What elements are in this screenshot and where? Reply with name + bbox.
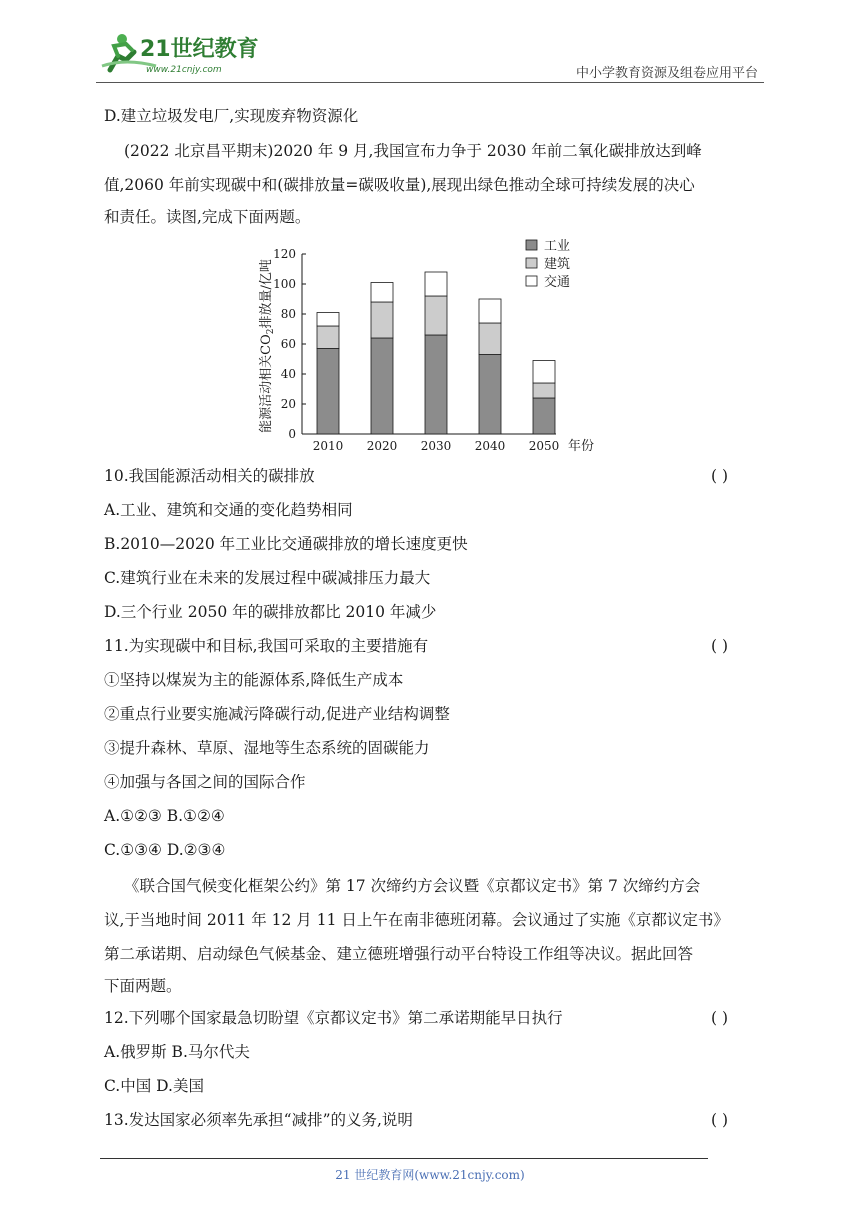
- legend-label: 交通: [544, 275, 571, 290]
- intro-paragraph-1-line-1: (2022 北京昌平期末)2020 年 9 月,我国宣布力争于 2030 年前二氧化碳排放达到峰: [124, 142, 702, 160]
- bar-2020-2: [371, 283, 393, 303]
- legend-label: 工业: [544, 239, 571, 254]
- x-tick-label: 2010: [312, 439, 344, 453]
- chart-xlabel: 年份: [568, 439, 595, 454]
- intro-paragraph-2-line-3: 第二承诺期、启动绿色气候基金、建立德班增强行动平台特设工作组等决议。据此回答: [104, 945, 694, 963]
- intro-paragraph-2-line-1: 《联合国气候变化框架公约》第 17 次缔约方会议暨《京都议定书》第 7 次缔约方会: [124, 877, 701, 895]
- footer-divider: [100, 1158, 708, 1159]
- chart-svg: [256, 234, 616, 456]
- co2-emission-chart: [256, 234, 616, 456]
- option-d-prev: D.建立垃圾发电厂,实现废弃物资源化: [104, 107, 359, 125]
- bar-2010-1: [317, 326, 339, 349]
- bar-2050-1: [533, 383, 555, 398]
- q11-statement-2: ②重点行业要实施减污降碳行动,促进产业结构调整: [104, 705, 450, 723]
- question-10: 10.我国能源活动相关的碳排放: [104, 467, 315, 485]
- q12-options-cd: C.中国 D.美国: [104, 1077, 204, 1095]
- header-divider: [96, 82, 764, 83]
- logo-text: 21世纪教育: [140, 37, 259, 62]
- q11-statement-4: ④加强与各国之间的国际合作: [104, 773, 306, 791]
- y-tick-label: 60: [280, 337, 296, 351]
- bar-2030-2: [425, 272, 447, 296]
- x-tick-label: 2020: [366, 439, 398, 453]
- q11-options-ab: A.①②③ B.①②④: [104, 807, 225, 825]
- y-tick-label: 20: [280, 397, 296, 411]
- bar-2010-2: [317, 313, 339, 327]
- q11-options-cd: C.①③④ D.②③④: [104, 841, 226, 859]
- legend-swatch: [526, 276, 537, 286]
- answer-blank-10[interactable]: ( ): [711, 467, 729, 485]
- bar-2020-1: [371, 302, 393, 338]
- legend-label: 建筑: [544, 257, 571, 272]
- answer-blank-12[interactable]: ( ): [711, 1009, 729, 1027]
- q10-option-a: A.工业、建筑和交通的变化趋势相同: [104, 501, 353, 519]
- bar-2040-0: [479, 355, 501, 435]
- question-13: 13.发达国家必须率先承担“减排”的义务,说明: [104, 1111, 413, 1129]
- x-tick-label: 2030: [420, 439, 452, 453]
- q12-options-ab: A.俄罗斯 B.马尔代夫: [104, 1043, 250, 1061]
- legend-swatch: [526, 258, 537, 268]
- y-tick-label: 80: [280, 307, 296, 321]
- site-logo[interactable]: [96, 30, 266, 78]
- q10-option-b: B.2010—2020 年工业比交通碳排放的增长速度更快: [104, 535, 468, 553]
- intro-paragraph-1-line-3: 和责任。读图,完成下面两题。: [104, 208, 311, 226]
- bar-2050-0: [533, 398, 555, 434]
- y-tick-label: 0: [288, 427, 296, 441]
- q11-statement-1: ①坚持以煤炭为主的能源体系,降低生产成本: [104, 671, 404, 689]
- q11-statement-3: ③提升森林、草原、湿地等生态系统的固碳能力: [104, 739, 430, 757]
- footer-text[interactable]: 21 世纪教育网(www.21cnjy.com): [335, 1168, 525, 1182]
- bar-2030-0: [425, 335, 447, 434]
- bar-2020-0: [371, 338, 393, 434]
- header-slogan: 中小学教育资源及组卷应用平台: [575, 66, 758, 81]
- bar-2040-1: [479, 323, 501, 355]
- question-11: 11.为实现碳中和目标,我国可采取的主要措施有: [104, 637, 429, 655]
- answer-blank-13[interactable]: ( ): [711, 1111, 729, 1129]
- x-tick-label: 2050: [528, 439, 560, 453]
- q10-option-c: C.建筑行业在未来的发展过程中碳减排压力最大: [104, 569, 431, 587]
- y-tick-label: 100: [273, 277, 296, 291]
- y-tick-label: 40: [280, 367, 296, 381]
- intro-paragraph-1-line-2: 值,2060 年前实现碳中和(碳排放量=碳吸收量),展现出绿色推动全球可持续发展的决心: [104, 176, 695, 194]
- bar-2040-2: [479, 299, 501, 323]
- bar-2050-2: [533, 361, 555, 384]
- x-tick-label: 2040: [474, 439, 506, 453]
- intro-paragraph-2-line-2: 议,于当地时间 2011 年 12 月 11 日上午在南非德班闭幕。会议通过了实施《京都议定书》: [104, 911, 729, 929]
- intro-paragraph-2-line-4: 下面两题。: [104, 977, 182, 995]
- logo-url: www.21cnjy.com: [146, 65, 222, 75]
- q10-option-d: D.三个行业 2050 年的碳排放都比 2010 年减少: [104, 603, 437, 621]
- bar-2010-0: [317, 349, 339, 435]
- answer-blank-11[interactable]: ( ): [711, 637, 729, 655]
- chart-ylabel: 能源活动相关$CO_2$排放量/亿吨: [259, 259, 276, 433]
- y-tick-label: 120: [273, 247, 296, 261]
- question-12: 12.下列哪个国家最急切盼望《京都议定书》第二承诺期能早日执行: [104, 1009, 563, 1027]
- page-header: [96, 30, 764, 82]
- legend-swatch: [526, 240, 537, 250]
- bar-2030-1: [425, 296, 447, 335]
